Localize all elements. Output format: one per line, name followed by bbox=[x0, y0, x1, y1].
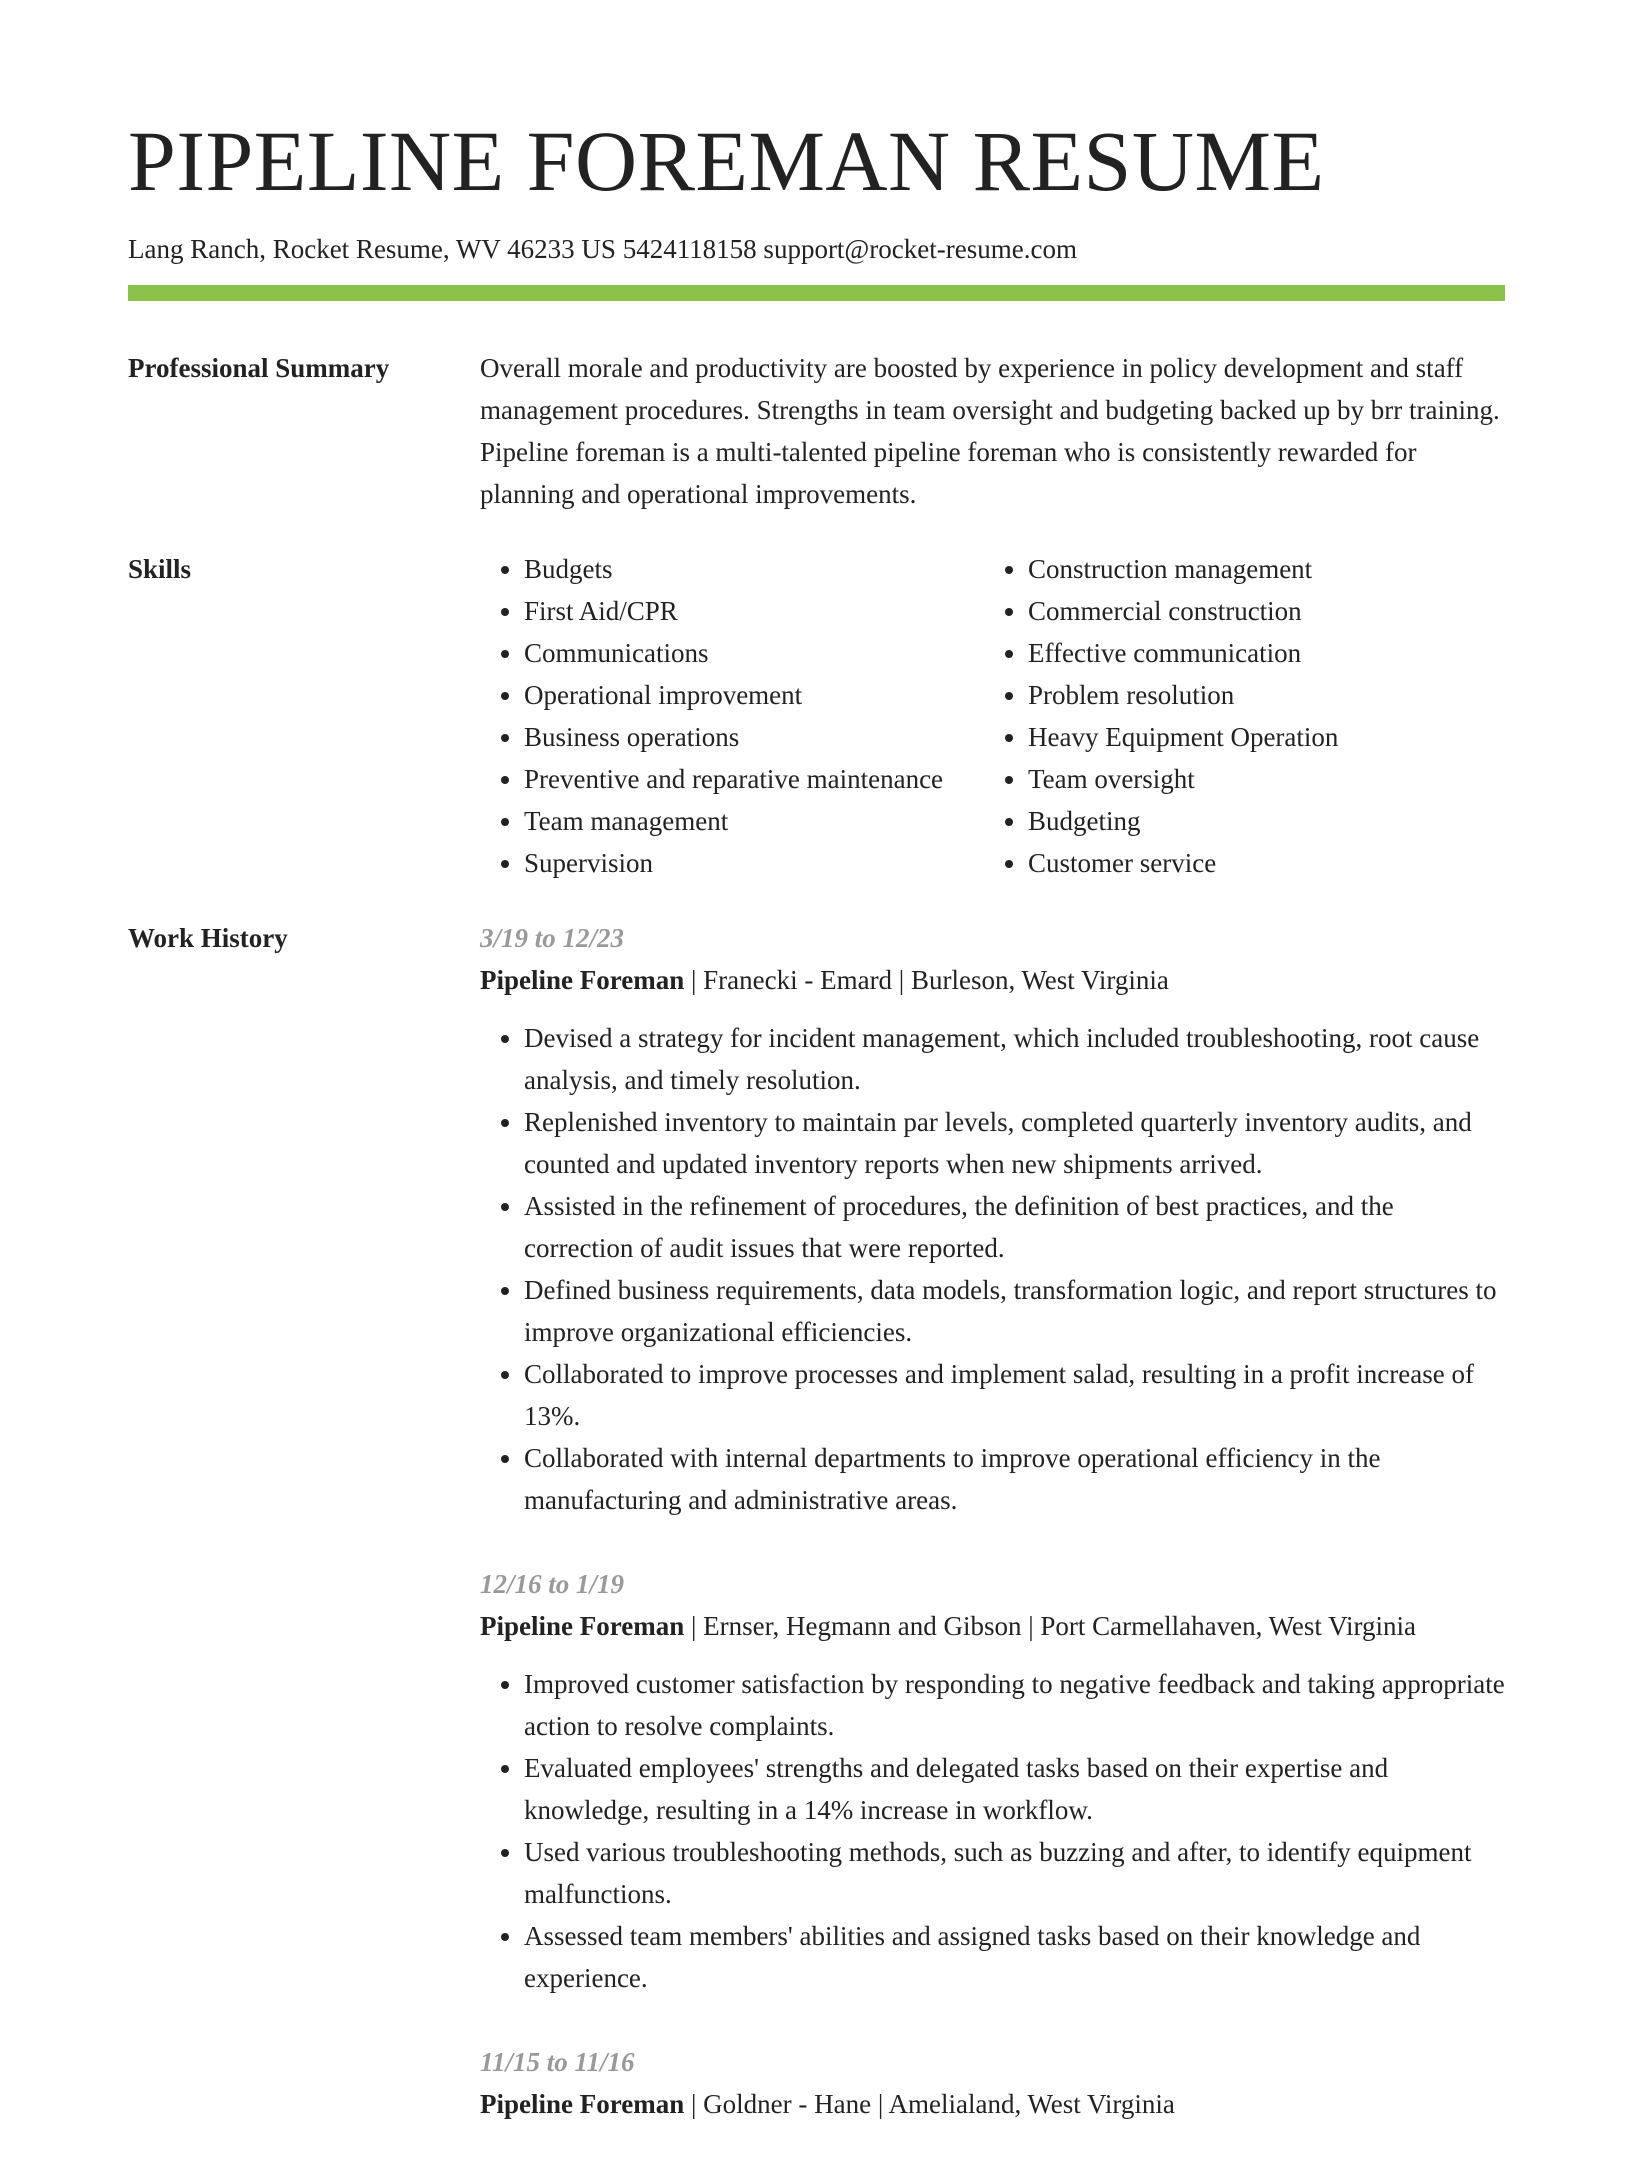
contact-line: Lang Ranch, Rocket Resume, WV 46233 US 5424118158 support@rocket-resume.com bbox=[128, 234, 1077, 264]
skill-item: • Operational improvement bbox=[524, 674, 984, 716]
job-bullet: • Defined business requirements, data models, transformation logic, and report structures to improve organizational efficiencies. bbox=[524, 1269, 1505, 1353]
skill-item: • Communications bbox=[524, 632, 984, 674]
job-bullet: • Devised a strategy for incident management, which included troubleshooting, root cause analysis, and timely resolution. bbox=[524, 1017, 1505, 1101]
job-bullets bbox=[480, 1017, 1505, 1521]
job-bullets bbox=[480, 1663, 1505, 1999]
skill-item: • Budgeting bbox=[1028, 800, 1338, 842]
job-bullet: • Replenished inventory to maintain par levels, completed quarterly inventory audits, and counted and updated inventory reports when new shipments arrived. bbox=[524, 1101, 1505, 1185]
job-header bbox=[480, 959, 1505, 1001]
job-bullet: • Used various troubleshooting methods, such as buzzing and after, to identify equipment malfunctions. bbox=[524, 1831, 1505, 1915]
job-dates: 11/15 to 11/16 bbox=[480, 2047, 635, 2077]
job-bullet: • Collaborated with internal departments to improve operational efficiency in the manufacturing and administrative areas. bbox=[524, 1437, 1505, 1521]
summary-label: Professional Summary bbox=[128, 353, 390, 383]
job-entry bbox=[480, 2041, 1505, 2125]
job-title: Pipeline Foreman bbox=[480, 965, 685, 995]
job-details: | Ernser, Hegmann and Gibson | Port Carmellahaven, West Virginia bbox=[684, 1611, 1417, 1641]
skill-item: • Budgets bbox=[524, 548, 984, 590]
skill-item: • Construction management bbox=[1028, 548, 1338, 590]
job-details: | Goldner - Hane | Amelialand, West Virginia bbox=[684, 2089, 1175, 2119]
skills-list-left bbox=[480, 548, 984, 884]
job-bullet: • Evaluated employees' strengths and delegated tasks based on their expertise and knowledge, resulting in a 14% increase in workflow. bbox=[524, 1747, 1505, 1831]
job-title: Pipeline Foreman bbox=[480, 2089, 685, 2119]
skill-item: • Effective communication bbox=[1028, 632, 1338, 674]
work-history-label: Work History bbox=[128, 923, 288, 953]
job-entry bbox=[480, 917, 1505, 1521]
skill-item: • Supervision bbox=[524, 842, 984, 884]
skill-item: • Customer service bbox=[1028, 842, 1338, 884]
skills-list-right bbox=[984, 548, 1338, 884]
job-bullet: • Improved customer satisfaction by responding to negative feedback and taking appropriate action to resolve complaints. bbox=[524, 1663, 1505, 1747]
job-bullet: • Collaborated to improve processes and implement salad, resulting in a profit increase of 13%. bbox=[524, 1353, 1505, 1437]
skill-item: • First Aid/CPR bbox=[524, 590, 984, 632]
skill-item: • Team management bbox=[524, 800, 984, 842]
skill-item: • Business operations bbox=[524, 716, 984, 758]
job-entry bbox=[480, 1563, 1505, 1999]
job-bullet: • Assisted in the refinement of procedures, the definition of best practices, and the correction of audit issues that were reported. bbox=[524, 1185, 1505, 1269]
resume-title: PIPELINE FOREMAN RESUME bbox=[128, 113, 1325, 209]
skill-item: • Commercial construction bbox=[1028, 590, 1338, 632]
job-header bbox=[480, 1605, 1505, 1647]
job-details: | Franecki - Emard | Burleson, West Virginia bbox=[684, 965, 1169, 995]
skill-item: • Heavy Equipment Operation bbox=[1028, 716, 1338, 758]
skill-item: • Preventive and reparative maintenance bbox=[524, 758, 984, 800]
job-header bbox=[480, 2083, 1505, 2125]
skills-label: Skills bbox=[128, 554, 192, 584]
summary-text: Overall morale and productivity are boosted by experience in policy development and staff management procedures. Strengths in team oversight and budgeting backed up by brr training. Pipeline foreman is a multi-talented pipeline foreman who is consistently rewarded for planning and operational improvements. bbox=[480, 353, 1500, 509]
skill-item: • Problem resolution bbox=[1028, 674, 1338, 716]
job-title: Pipeline Foreman bbox=[480, 1611, 685, 1641]
job-dates: 3/19 to 12/23 bbox=[480, 923, 625, 953]
job-dates: 12/16 to 1/19 bbox=[480, 1569, 625, 1599]
skill-item: • Team oversight bbox=[1028, 758, 1338, 800]
header-divider bbox=[128, 285, 1505, 301]
job-bullet: • Assessed team members' abilities and assigned tasks based on their knowledge and experience. bbox=[524, 1915, 1505, 1999]
